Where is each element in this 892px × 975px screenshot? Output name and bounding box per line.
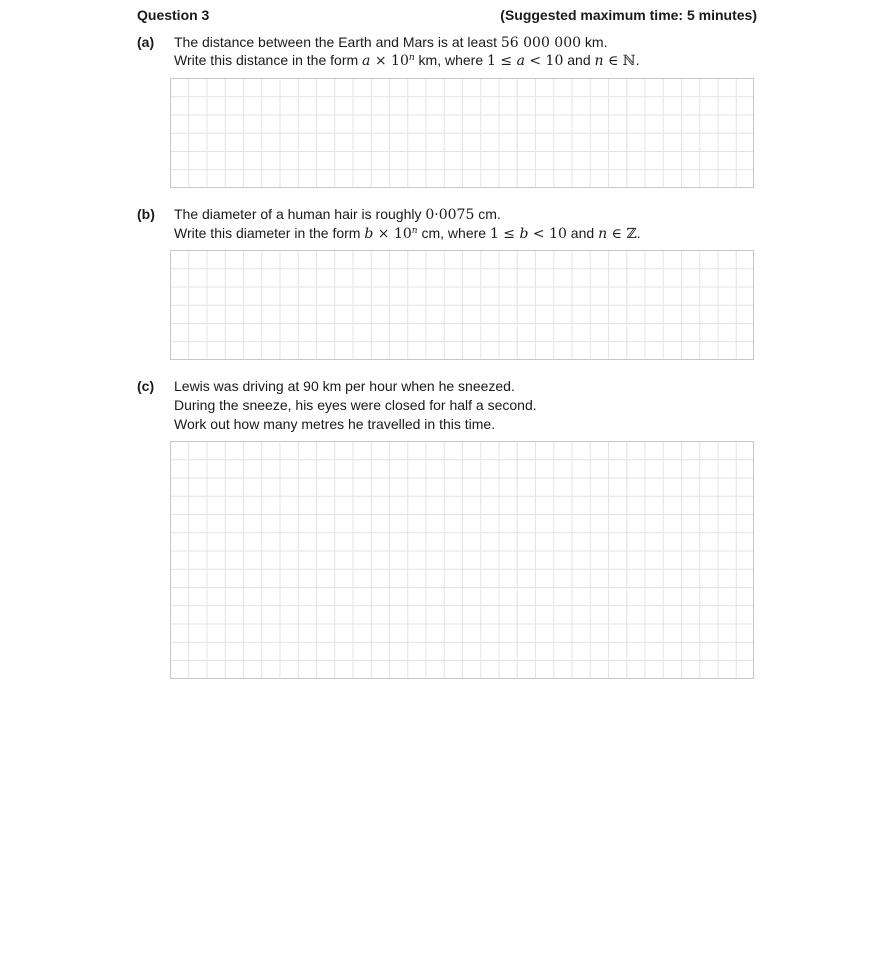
part-a-and: and (563, 52, 595, 68)
part-b-times: × 10 (373, 226, 412, 242)
part-c-answer-grid[interactable] (170, 441, 754, 679)
part-b-formula (364, 226, 417, 242)
part-a-set-var: n (594, 53, 604, 69)
part-a-cond-pre: 1 ≤ (487, 53, 517, 69)
part-b-and: and (566, 225, 599, 241)
part-c-label: (c) (137, 378, 155, 394)
suggested-time: (Suggested maximum time: 5 minutes) (500, 7, 757, 23)
part-b-line-2 (174, 225, 640, 242)
part-a-number: 56 000 000 (500, 35, 582, 51)
part-b-line-1 (174, 206, 501, 223)
part-b-text: The diameter of a human hair is roughly (174, 206, 426, 222)
part-a-formula (362, 53, 415, 69)
part-a-var: a (362, 53, 371, 69)
part-b-end: . (636, 225, 641, 241)
part-a-unit: km. (581, 34, 608, 50)
part-c-line-1: Lewis was driving at 90 km per hour when he sneezed. (174, 378, 515, 394)
part-a-line-2 (174, 52, 640, 69)
part-b-set-var: n (598, 226, 608, 242)
part-b-label: (b) (137, 206, 155, 222)
question-title: Question 3 (137, 7, 210, 23)
part-a-condition (487, 53, 563, 69)
part-c-line-3: Work out how many metres he travelled in this time. (174, 416, 496, 432)
part-a-text: The distance between the Earth and Mars is at least (174, 34, 501, 50)
part-a-unit-where: km, where (414, 52, 488, 68)
part-b-set-sym: ∈ ℤ (607, 226, 637, 242)
part-b-var: b (364, 226, 374, 242)
part-a-set-sym: ∈ ℕ (603, 53, 636, 69)
part-b-cond-pre: 1 ≤ (489, 226, 520, 242)
part-b-exp: n (411, 226, 418, 236)
part-a-set (595, 53, 636, 69)
part-a-end: . (635, 52, 640, 68)
part-b-cond-var: b (519, 226, 529, 242)
part-a-exp: n (408, 53, 415, 63)
part-b-set (598, 226, 637, 242)
part-b-number: 0·0075 (425, 207, 475, 223)
part-b-unit: cm. (474, 206, 501, 222)
part-a-label: (a) (137, 34, 155, 50)
part-a-cond-post: < 10 (524, 53, 564, 69)
part-a-times: × 10 (370, 53, 409, 69)
part-a-cond-var: a (516, 53, 525, 69)
part-a-line-1 (174, 34, 607, 51)
part-c-line-2: During the sneeze, his eyes were closed for half a second. (174, 397, 537, 413)
part-b-answer-grid[interactable] (170, 250, 754, 360)
part-b-instruction: Write this diameter in the form (174, 225, 365, 241)
part-a-instruction: Write this distance in the form (174, 52, 363, 68)
part-b-cond-post: < 10 (528, 226, 567, 242)
part-b-unit-where: cm, where (417, 225, 490, 241)
part-a-answer-grid[interactable] (170, 78, 754, 188)
part-b-condition (490, 226, 567, 242)
